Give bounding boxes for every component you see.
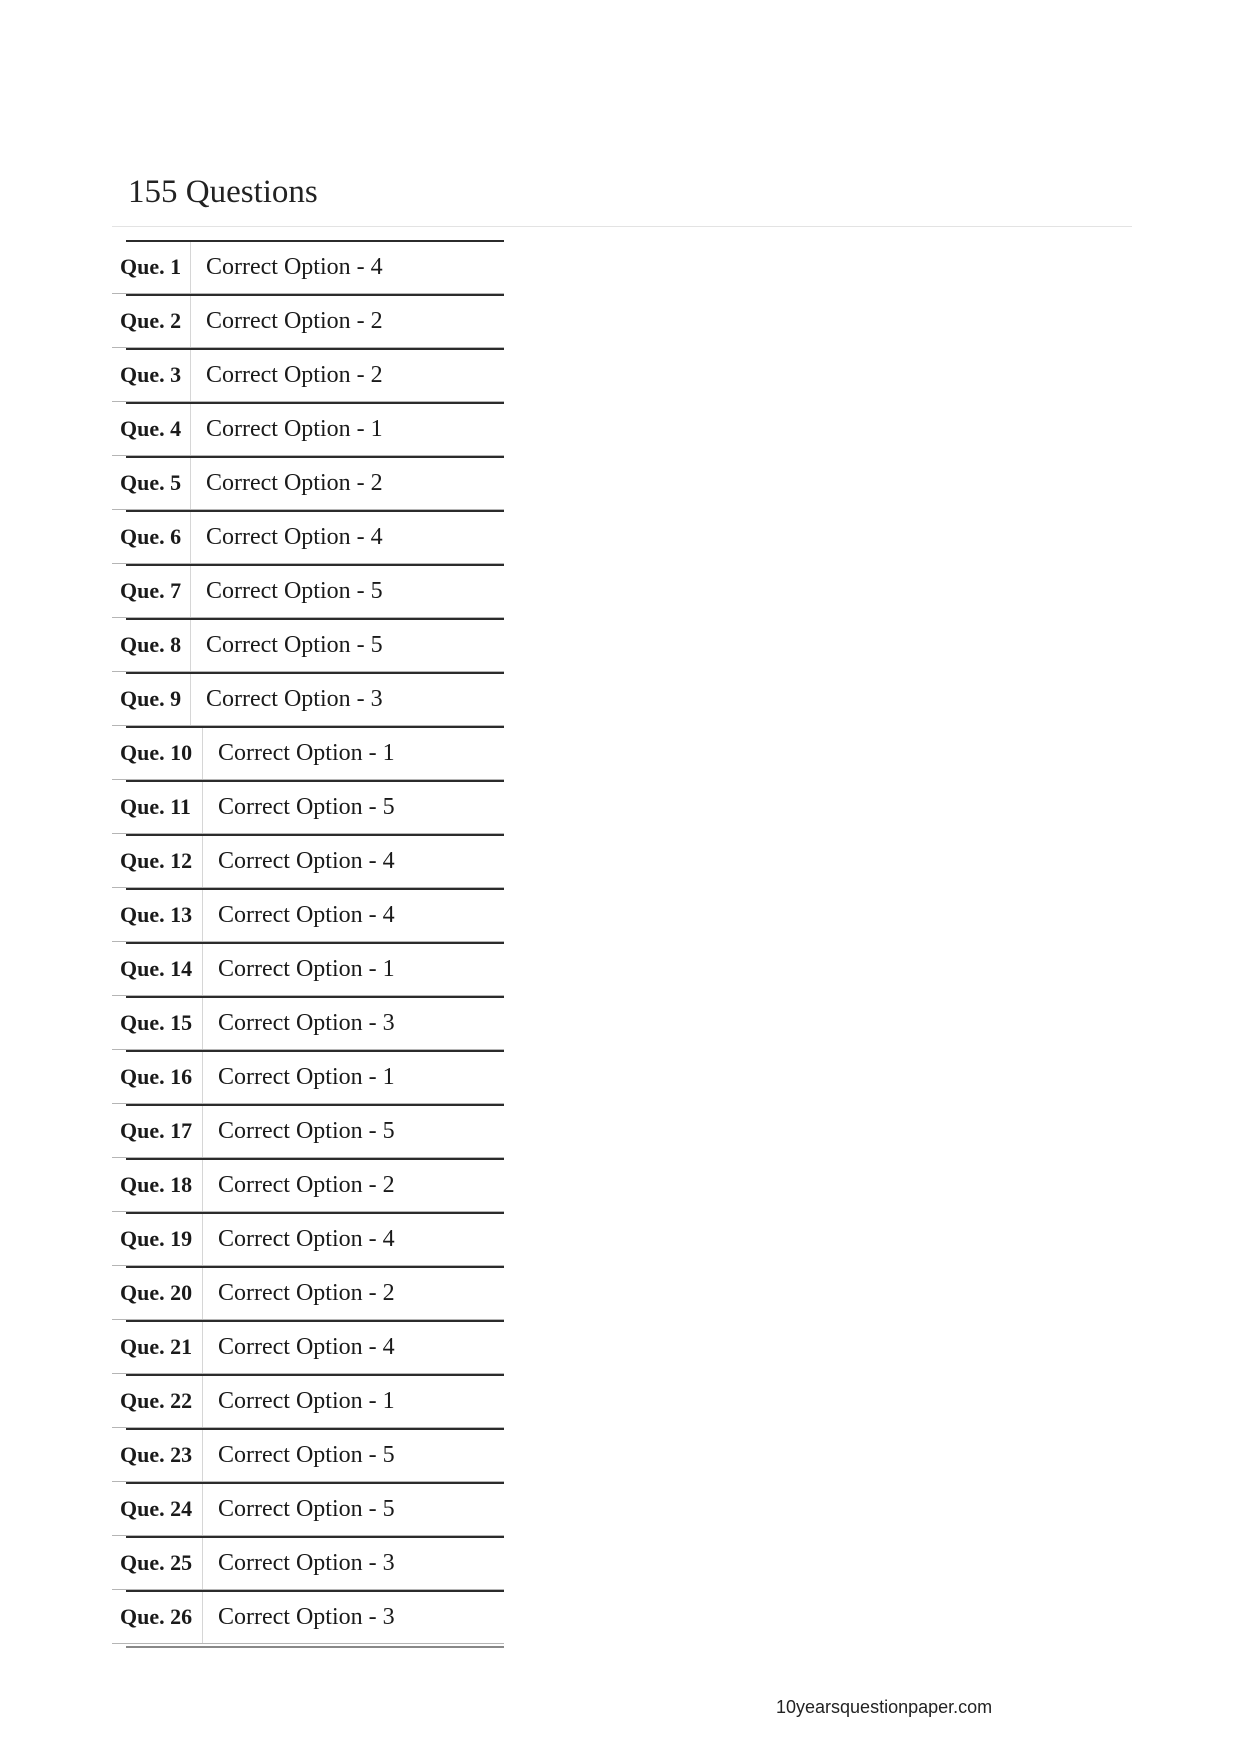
answer-row — [112, 942, 504, 996]
question-number: Que. 26 — [120, 1604, 193, 1629]
correct-option: Correct Option - 4 — [218, 1333, 395, 1360]
answer-row — [112, 456, 504, 510]
correct-option: Correct Option - 5 — [206, 577, 383, 604]
correct-option: Correct Option - 2 — [218, 1171, 395, 1198]
question-number: Que. 22 — [120, 1388, 193, 1413]
question-number: Que. 20 — [120, 1280, 193, 1305]
question-number: Que. 7 — [120, 578, 182, 603]
row-bottom-rule — [112, 1643, 504, 1644]
answer-row — [112, 1050, 504, 1104]
row-top-rule — [126, 618, 504, 620]
correct-option: Correct Option - 2 — [206, 361, 383, 388]
answer-row — [112, 780, 504, 834]
answer-row — [112, 294, 504, 348]
question-number: Que. 5 — [120, 470, 182, 495]
correct-option: Correct Option - 2 — [206, 307, 383, 334]
answer-row — [112, 564, 504, 618]
question-number: Que. 9 — [120, 686, 182, 711]
row-top-rule — [126, 1266, 504, 1268]
page-title: 155 Questions — [128, 174, 318, 210]
question-number: Que. 8 — [120, 632, 182, 657]
question-number: Que. 14 — [120, 956, 193, 981]
row-top-rule — [126, 780, 504, 782]
question-number: Que. 18 — [120, 1172, 193, 1197]
correct-option: Correct Option - 3 — [206, 685, 383, 712]
correct-option: Correct Option - 4 — [218, 901, 395, 928]
correct-option: Correct Option - 5 — [218, 1441, 395, 1468]
question-number: Que. 10 — [120, 740, 193, 765]
row-top-rule — [126, 672, 504, 674]
row-top-rule — [126, 1374, 504, 1376]
correct-option: Correct Option - 2 — [206, 469, 383, 496]
row-top-rule — [126, 1212, 504, 1214]
question-number: Que. 2 — [120, 308, 182, 333]
correct-option: Correct Option - 3 — [218, 1603, 395, 1630]
table-end-rule — [126, 1646, 504, 1648]
row-top-rule — [126, 1482, 504, 1484]
row-top-rule — [126, 510, 504, 512]
correct-option: Correct Option - 5 — [218, 793, 395, 820]
row-top-rule — [126, 456, 504, 458]
question-number: Que. 17 — [120, 1118, 193, 1143]
answer-row — [112, 240, 504, 294]
correct-option: Correct Option - 1 — [218, 1387, 395, 1414]
row-top-rule — [126, 1320, 504, 1322]
question-number: Que. 24 — [120, 1496, 193, 1521]
title-divider — [112, 226, 1132, 227]
correct-option: Correct Option - 1 — [218, 739, 395, 766]
correct-option: Correct Option - 3 — [218, 1549, 395, 1576]
question-number: Que. 19 — [120, 1226, 193, 1251]
question-number: Que. 4 — [120, 416, 182, 441]
question-number: Que. 21 — [120, 1334, 193, 1359]
answer-row — [112, 1536, 504, 1590]
row-top-rule — [126, 1104, 504, 1106]
question-number: Que. 1 — [120, 254, 182, 279]
question-number: Que. 3 — [120, 362, 182, 387]
question-number: Que. 13 — [120, 902, 193, 927]
footer-watermark: 10yearsquestionpaper.com — [776, 1697, 993, 1717]
answer-key-table — [112, 240, 504, 1644]
question-number: Que. 11 — [120, 794, 191, 819]
row-top-rule — [126, 996, 504, 998]
correct-option: Correct Option - 4 — [206, 523, 383, 550]
correct-option: Correct Option - 1 — [218, 1063, 395, 1090]
answer-row — [112, 726, 504, 780]
row-top-rule — [126, 402, 504, 404]
question-number: Que. 23 — [120, 1442, 193, 1467]
question-number: Que. 12 — [120, 848, 193, 873]
answer-row — [112, 510, 504, 564]
answer-row — [112, 402, 504, 456]
correct-option: Correct Option - 5 — [206, 631, 383, 658]
correct-option: Correct Option - 1 — [206, 415, 383, 442]
row-top-rule — [126, 834, 504, 836]
answer-row — [112, 1374, 504, 1428]
row-top-rule — [126, 1428, 504, 1430]
answer-row — [112, 348, 504, 402]
row-top-rule — [126, 1050, 504, 1052]
answer-row — [112, 1104, 504, 1158]
row-top-rule — [126, 294, 504, 296]
correct-option: Correct Option - 5 — [218, 1117, 395, 1144]
answer-row — [112, 618, 504, 672]
correct-option: Correct Option - 5 — [218, 1495, 395, 1522]
row-top-rule — [126, 888, 504, 890]
correct-option: Correct Option - 2 — [218, 1279, 395, 1306]
row-top-rule — [126, 726, 504, 728]
answer-row — [112, 1428, 504, 1482]
row-top-rule — [126, 1536, 504, 1538]
row-top-rule — [126, 1590, 504, 1592]
question-number: Que. 16 — [120, 1064, 193, 1089]
correct-option: Correct Option - 4 — [218, 847, 395, 874]
answer-row — [112, 1158, 504, 1212]
answer-row — [112, 1320, 504, 1374]
row-top-rule — [126, 564, 504, 566]
answer-row — [112, 1590, 504, 1644]
correct-option: Correct Option - 1 — [218, 955, 395, 982]
question-number: Que. 15 — [120, 1010, 193, 1035]
answer-row — [112, 1212, 504, 1266]
row-top-rule — [126, 1158, 504, 1160]
correct-option: Correct Option - 4 — [218, 1225, 395, 1252]
answer-row — [112, 1266, 504, 1320]
row-top-rule — [126, 348, 504, 350]
answer-row — [112, 834, 504, 888]
row-top-rule — [126, 240, 504, 242]
answer-row — [112, 1482, 504, 1536]
row-top-rule — [126, 942, 504, 944]
question-number: Que. 25 — [120, 1550, 193, 1575]
question-number: Que. 6 — [120, 524, 182, 549]
answer-row — [112, 888, 504, 942]
answer-row — [112, 996, 504, 1050]
answer-row — [112, 672, 504, 726]
correct-option: Correct Option - 4 — [206, 253, 383, 280]
correct-option: Correct Option - 3 — [218, 1009, 395, 1036]
